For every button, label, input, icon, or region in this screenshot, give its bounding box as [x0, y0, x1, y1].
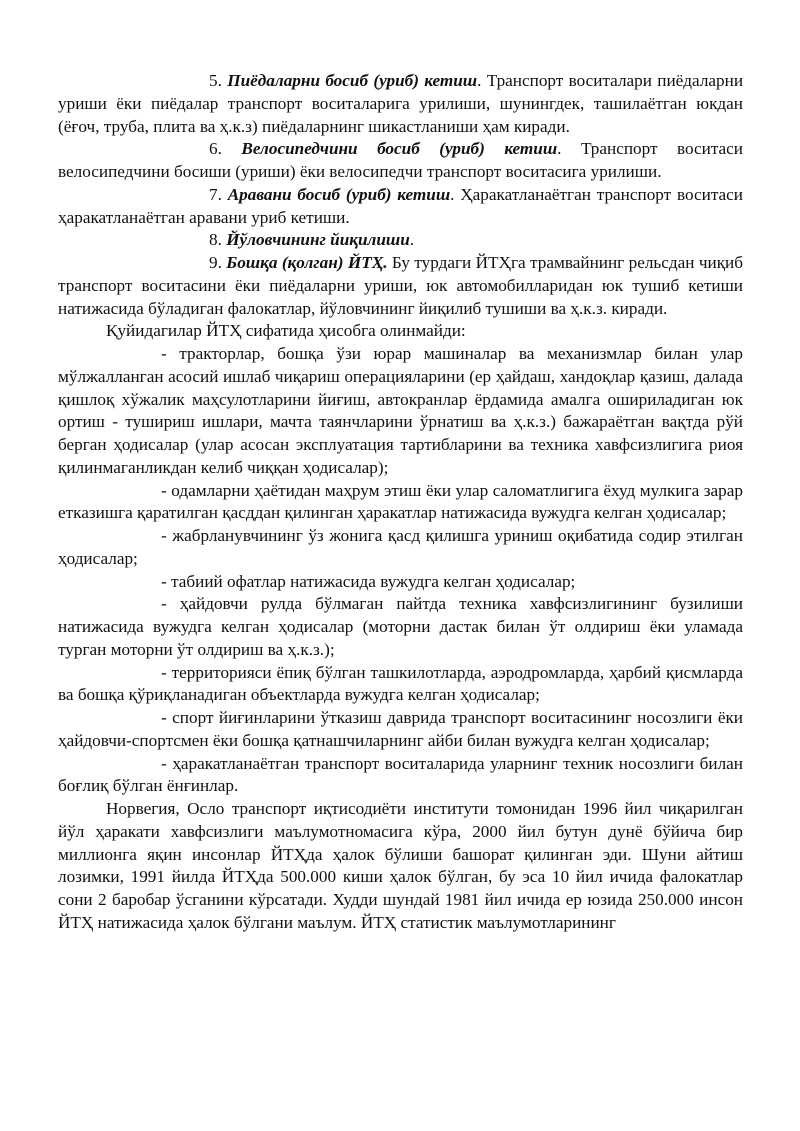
item-text: . Ҳаракатланаётган транспорт воситаси ҳаракатланаётган аравани уриб кетиши.	[58, 184, 743, 227]
list-item-8	[58, 229, 743, 252]
exclusion-item: - тракторлар, бошқа ўзи юрар машиналар ва механизмлар билан улар мўлжалланган асосий ишлаб чиқариш операцияларини (ер ҳайдаш, хандоқлар қазиш, далада қишлоқ хўжалик маҳсулотларини йиғиш, автокранлар ёрдамида амалга ошириладиган юк ортиш - тушириш ишлари, мачта таянчларини ўрнатиш ва ҳ.к.з.) бажараётган вақтда рўй берган ҳодисалар (улар асосан эксплуатация тартибларини ва техника хавфсизлигига риоя қилинмаганликдан келиб чиққан ҳодисалар);	[58, 344, 743, 477]
item-text: Бу турдаги ЙТҲга трамвайнинг рельсдан чиқиб транспорт воситасини ёки пиёдаларни уриши, юк автомобилларидан юк тушиб кетиши натижасида бўладиган фалокатлар, йўловчининг йиқилиб тушиши ва ҳ.к.з. киради.	[58, 253, 743, 318]
exclusions-intro: Қуйидагилар ЙТҲ сифатида ҳисобга олинмайди:	[106, 321, 466, 341]
item-text: .	[409, 230, 415, 250]
list-item-7	[58, 184, 743, 230]
item-number: 9.	[209, 253, 222, 272]
exclusion-item: - территорияси ёпиқ бўлган ташкилотларда, аэродромларда, ҳарбий қисмларда ва бошқа қўриқланадиган объектларда вужудга келган ҳодисалар;	[58, 662, 743, 705]
item-term: Пиёдаларни босиб (уриб) кетиш	[227, 71, 478, 90]
exclusion-item: - ҳайдовчи рулда бўлмаган пайтда техника хавфсизлигининг бузилиши натижасида вужудга келган ҳодисалар (моторни дастак билан ўт олдириш ёки уламада турган моторни ўт олдириш ва ҳ.к.з.);	[58, 594, 743, 659]
item-number: 7.	[209, 184, 222, 204]
exclusion-item: - жабрланувчининг ўз жонига қасд қилишга уриниш оқибатида содир этилган ҳодисалар;	[58, 526, 743, 568]
exclusion-item: - ҳаракатланаётган транспорт воситаларида уларнинг техник носозлиги билан боғлиқ бўлган ёнғинлар.	[58, 753, 743, 796]
list-item-9	[58, 252, 743, 320]
body-text	[58, 70, 743, 935]
list-item-6	[58, 138, 743, 184]
item-term: Аравани босиб (уриб) кетиш	[227, 184, 451, 204]
item-number: 5.	[209, 71, 222, 90]
exclusion-item: - одамларни ҳаётидан маҳрум этиш ёки улар саломатлигига ёхуд мулкига зарар етказишга қаратилган қасддан қилинган ҳаракатлар натижасида вужудга келган ҳодисалар;	[58, 480, 743, 523]
item-number: 8.	[209, 230, 222, 250]
exclusion-item: - табиий офатлар натижасида вужудга келган ҳодисалар;	[161, 571, 576, 591]
item-text: . Транспорт воситалари пиёдаларни уриши ёки пиёдалар транспорт воситаларига урилиши, шунингдек, ташилаётган юкдан (ёғоч, труба, плита ва ҳ.к.з) пиёдаларнинг шикастланиши ҳам киради.	[58, 71, 744, 136]
list-item-5	[58, 70, 743, 138]
item-term: Йўловчининг йиқилиши	[226, 230, 410, 250]
item-term: Велосипедчини босиб (уриб) кетиш	[241, 139, 558, 159]
closing-paragraph: Норвегия, Осло транспорт иқтисодиёти институти томонидан 1996 йил чиқарилган йўл ҳаракати хавфсизлиги маълумотномасига кўра, 2000 йил бутун дунё бўйича бир миллионга яқин инсонлар ЙТҲда ҳалок бўлиши башорат қилинган эди. Шуни айтиш лозимки, 1991 йилда ЙТҲда 500.000 киши ҳалок бўлган, бу эса 10 йил ичида фалокатлар сони 2 баробар ўсганини кўрсатади. Худди шундай 1981 йил ичида ер юзида 250.000 инсон ЙТҲ натижасида ҳалок бўлгани маълум. ЙТҲ статистик маълумотларининг	[58, 799, 743, 932]
item-text: . Транспорт воситаси велосипедчини босиши (уриши) ёки велосипедчи транспорт воситасига урилиши.	[58, 139, 744, 181]
item-number: 6.	[209, 139, 222, 159]
item-term: Бошқа (қолган) ЙТҲ.	[226, 253, 388, 272]
exclusion-item: - спорт йиғинларини ўтказиш даврида транспорт воситасининг носозлиги ёки ҳайдовчи-спортсмен ёки бошқа қатнашчиларнинг айби билан вужудга келган ҳодисалар;	[58, 708, 743, 750]
